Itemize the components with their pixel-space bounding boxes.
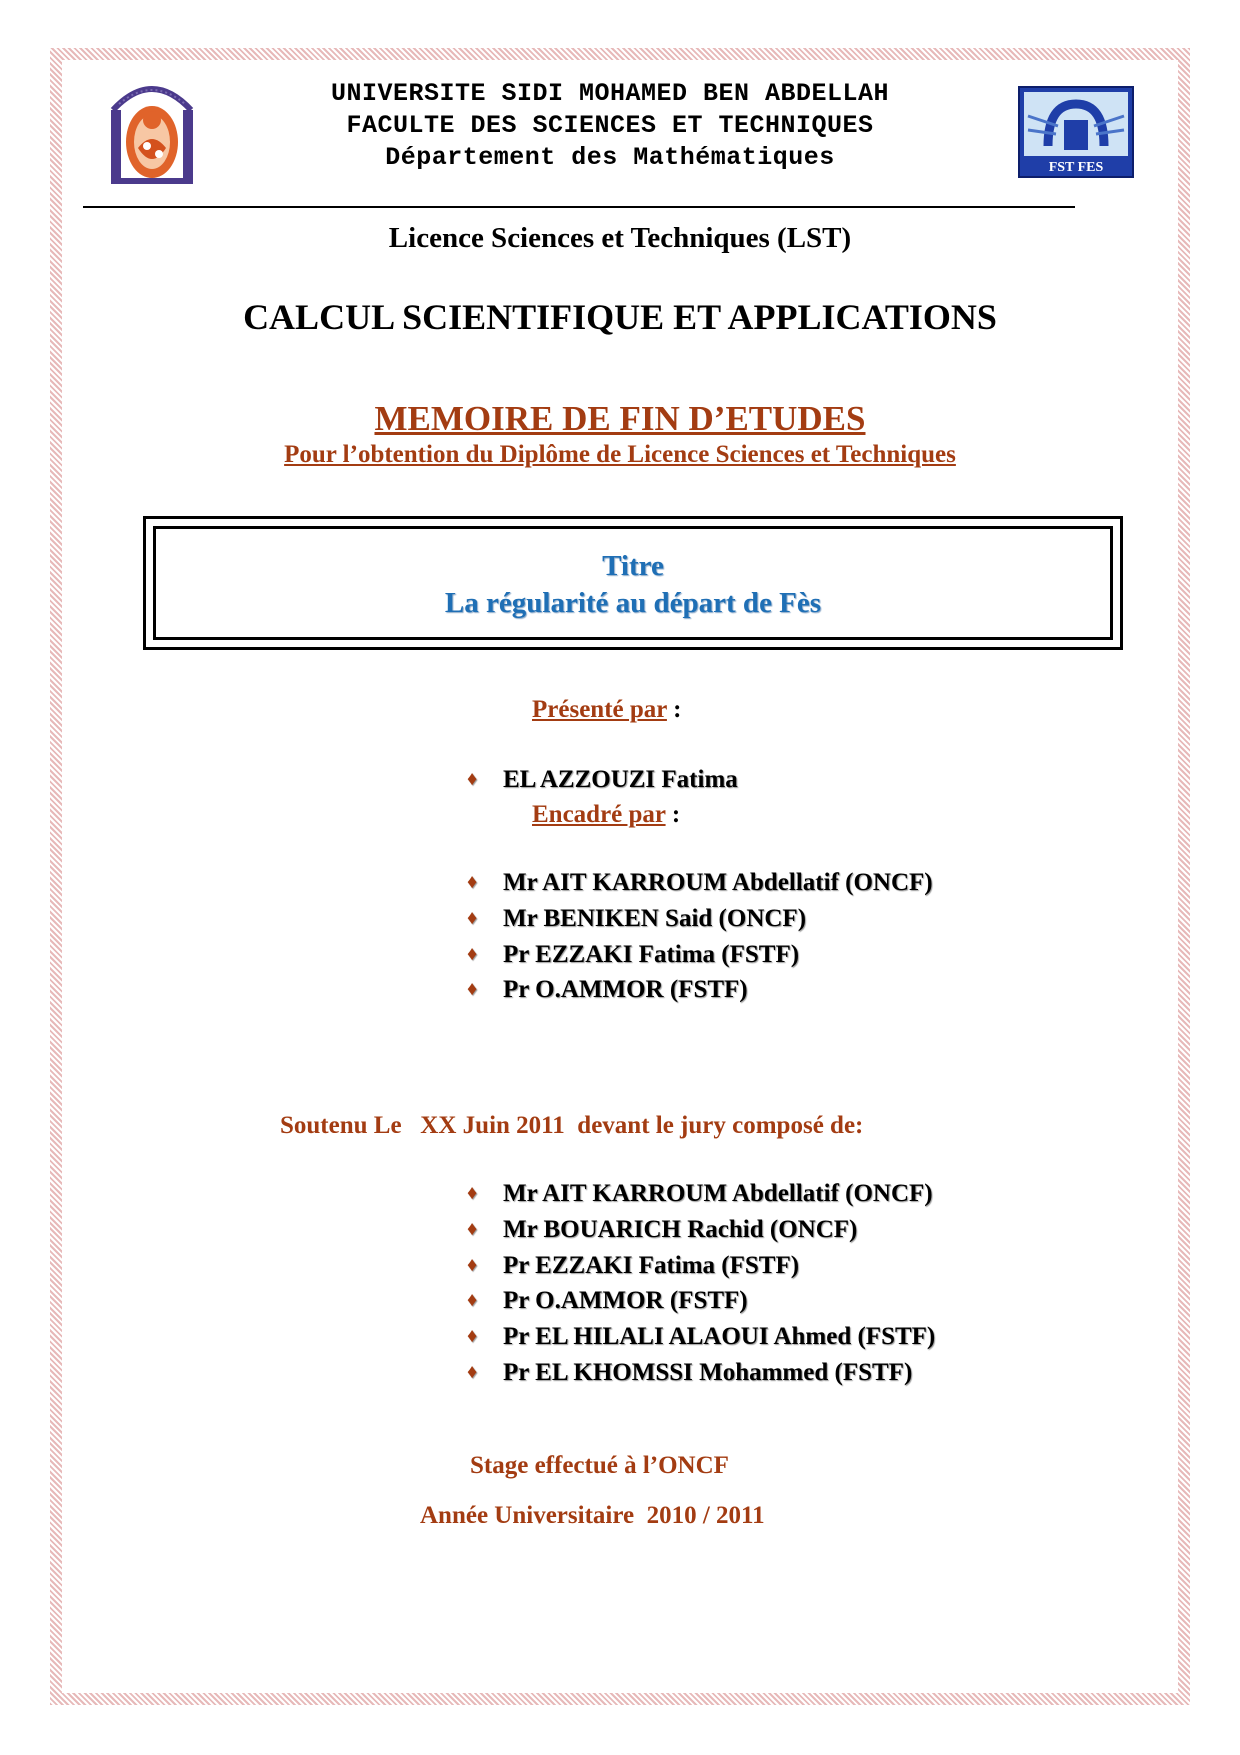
list-item (467, 941, 799, 969)
presented-by-heading (532, 696, 682, 724)
fst-fes-logo (1018, 86, 1134, 178)
memoire-subheading: Pour l’obtention du Diplôme de Licence Sciences et Techniques (284, 441, 956, 468)
diamond-bullet-icon: ♦ (467, 1182, 478, 1204)
list-item (467, 1216, 857, 1244)
diamond-bullet-icon: ♦ (467, 907, 478, 929)
university-name: UNIVERSITE SIDI MOHAMED BEN ABDELLAH (330, 79, 890, 108)
title-label: Titre (602, 550, 664, 582)
list-item (467, 976, 748, 1004)
faculty-name: FACULTE DES SCIENCES ET TECHNIQUES (346, 111, 874, 140)
supervisor-name: Mr BENIKEN Said (ONCF) (503, 905, 807, 932)
jury-member-name: Mr BOUARICH Rachid (ONCF) (503, 1216, 858, 1243)
presented-by-label: Présenté par (532, 696, 667, 723)
list-item (467, 905, 806, 933)
title-box-inner-border (153, 526, 1113, 640)
supervised-by-heading (532, 801, 680, 829)
student-name: EL AZZOUZI Fatima (503, 766, 738, 793)
supervised-by-label: Encadré par (532, 801, 666, 828)
jury-member-name: Mr AIT KARROUM Abdellatif (ONCF) (503, 1180, 933, 1207)
list-item (467, 1287, 748, 1315)
university-crest-icon (107, 70, 197, 188)
diamond-bullet-icon: ♦ (467, 871, 478, 893)
diamond-bullet-icon: ♦ (467, 768, 478, 790)
supervisor-name: Pr EZZAKI Fatima (FSTF) (503, 941, 800, 968)
jury-member-name: Pr EL KHOMSSI Mohammed (FSTF) (503, 1359, 913, 1386)
list-item (467, 1180, 933, 1208)
diamond-bullet-icon: ♦ (467, 1218, 478, 1240)
diamond-bullet-icon: ♦ (467, 1361, 478, 1383)
supervisor-name: Mr AIT KARROUM Abdellatif (ONCF) (503, 869, 933, 896)
defense-statement: Soutenu Le XX Juin 2011 devant le jury composé de: (280, 1112, 864, 1139)
memoire-heading: MEMOIRE DE FIN D’ETUDES (374, 399, 866, 438)
fst-fes-logo-text: FST FES (1048, 160, 1104, 175)
diamond-bullet-icon: ♦ (467, 1325, 478, 1347)
degree-label: Licence Sciences et Techniques (LST) (388, 222, 852, 254)
jury-member-name: Pr EZZAKI Fatima (FSTF) (503, 1252, 800, 1279)
list-item (467, 766, 738, 794)
academic-year: Année Universitaire 2010 / 2011 (420, 1502, 765, 1529)
supervisor-name: Pr O.AMMOR (FSTF) (503, 976, 748, 1003)
title-box (143, 516, 1123, 650)
jury-member-name: Pr O.AMMOR (FSTF) (503, 1287, 748, 1314)
presented-by-colon: : (666, 696, 682, 723)
list-item (467, 869, 933, 897)
diamond-bullet-icon: ♦ (467, 978, 478, 1000)
program-title: CALCUL SCIENTIFIQUE ET APPLICATIONS (243, 297, 997, 337)
internship-statement: Stage effectué à l’ONCF (470, 1452, 729, 1479)
list-item (467, 1359, 912, 1387)
diamond-bullet-icon: ♦ (467, 943, 478, 965)
department-name: Département des Mathématiques (385, 143, 835, 172)
list-item (467, 1252, 799, 1280)
header-divider (83, 206, 1075, 208)
diamond-bullet-icon: ♦ (467, 1289, 478, 1311)
list-item (467, 1323, 935, 1351)
supervised-by-colon: : (665, 801, 681, 828)
jury-member-name: Pr EL HILALI ALAOUI Ahmed (FSTF) (503, 1323, 936, 1350)
diamond-bullet-icon: ♦ (467, 1254, 478, 1276)
thesis-title: La régularité au départ de Fès (444, 587, 822, 619)
